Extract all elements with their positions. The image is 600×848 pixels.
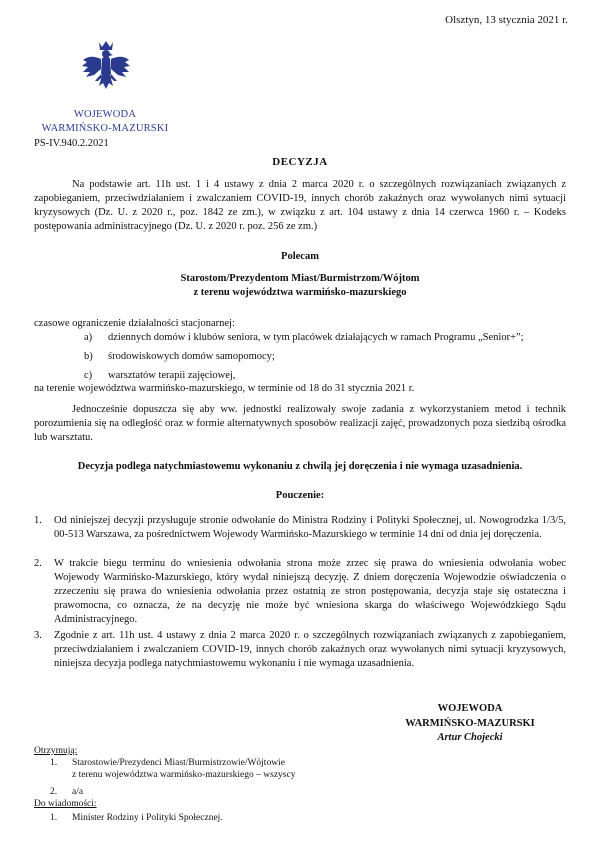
- instruction-title: Pouczenie:: [275, 490, 325, 501]
- restriction-mark: c): [84, 370, 93, 381]
- addressee-line-1: Starostom/Prezydentom Miast/Burmistrzom/Wójtom: [180, 273, 420, 284]
- authority-line-1: WOJEWODA: [73, 109, 137, 120]
- reference-number: PS-IV.940.2.2021: [34, 138, 109, 149]
- enforcement-statement: Decyzja podlega natychmiastowemu wykonaniu z chwilą jej doręczenia i nie wymaga uzasadnienia.: [77, 461, 523, 472]
- restriction-item: [84, 331, 564, 345]
- legal-basis-paragraph: Na podstawie art. 11h ust. 1 i 4 ustawy z dnia 2 marca 2020 r. o szczególnych rozwiązaniach związanych z zapobieganiem, przeciwdziałaniem i zwalczaniem COVID-19, innych chorób zakaźnych oraz wywołanych nimi sytuacji kryzysowych (Dz. U. z 2020 r., poz. 1842 ze zm.), w związku z art. 104 ustawy z dnia 14 czerwca 1960 r. – Kodeks postępowania administracyjnego (Dz. U. z 2020 r. poz. 256 ze zm.): [34, 179, 566, 232]
- signatory-name: Artur Chojecki: [437, 732, 503, 743]
- recipient-line-1: a/a: [72, 787, 84, 797]
- instruction-item: [34, 514, 566, 542]
- restriction-text: środowiskowych domów samopomocy;: [108, 351, 275, 362]
- signature-line-2: WARMIŃSKO-MAZURSKI: [405, 717, 535, 729]
- recipient-item: [50, 757, 410, 769]
- notification-item: [50, 812, 410, 824]
- document-title: DECYZJA: [272, 156, 328, 168]
- restriction-text: dziennych domów i klubów seniora, w tym placówek działających w ramach Programu „Senior+”;: [108, 332, 524, 343]
- restriction-mark: b): [84, 351, 93, 362]
- instruction-text: W trakcie biegu terminu do wniesienia odwołania strona może zrzec się prawa do wniesienia odwołania wobec Wojewody Warmińsko-Mazurskiego, który wydał niniejszą decyzję. Z dniem doręczenia Wojewodzie oświadczenia o zrzeczeniu się prawa do wniesienia odwołania przez ostatnią ze stron postępowania, decyzja staje się ostateczna i prawomocna, co oznacza, że na decyzję nie może być wniesiona skarga do właściwego Wojewódzkiego Sądu Administracyjnego.: [54, 558, 566, 625]
- signature-block: [370, 702, 570, 746]
- recipient-number: 2.: [50, 787, 58, 797]
- issuing-authority: [30, 108, 180, 136]
- restriction-item: [84, 350, 564, 364]
- restriction-text: warsztatów terapii zajęciowej,: [108, 370, 236, 381]
- recipients-heading: Otrzymują:: [34, 746, 78, 756]
- instruction-number: 3.: [34, 630, 42, 641]
- eagle-emblem-icon: [80, 38, 132, 100]
- restriction-item: [84, 369, 564, 383]
- notification-heading: Do wiadomości:: [34, 799, 97, 809]
- order-word: Polecam: [281, 251, 319, 262]
- instruction-number: 2.: [34, 558, 42, 569]
- recipient-item: [50, 786, 410, 798]
- restriction-mark: a): [84, 332, 93, 343]
- signature-line-1: WOJEWODA: [437, 703, 503, 714]
- instruction-item: [34, 629, 566, 671]
- notification-line-1: Minister Rodziny i Polityki Społecznej.: [72, 813, 223, 823]
- recipient-number: 1.: [50, 758, 58, 768]
- addressee-line-2: z terenu województwa warmińsko-mazurskiego: [193, 287, 407, 298]
- instruction-number: 1.: [34, 515, 42, 526]
- restriction-intro: czasowe ograniczenie działalności stacjonarnej:: [34, 318, 235, 329]
- instruction-text: Od niniejszej decyzji przysługuje stronie odwołanie do Ministra Rodziny i Polityki Społecznej, ul. Nowogrodzka 1/3/5, 00-513 Warszawa, za pośrednictwem Wojewody Warmińsko-Mazurskiego w terminie 14 dni od dnia jej doręczenia.: [54, 515, 566, 540]
- recipient-line-2: z terenu województwa warmińsko-mazurskiego – wszyscy: [72, 770, 296, 780]
- allowance-paragraph: Jednocześnie dopuszcza się aby ww. jednostki realizowały swoje zadania z wykorzystaniem metod i technik porozumienia się na odległość oraz w formie alternatywnych sposobów realizacji zajęć, prowadzonych poza siedzibą ośrodka lub warsztatu.: [34, 404, 566, 443]
- recipient-line-1: Starostowie/Prezydenci Miast/Burmistrzowie/Wójtowie: [72, 758, 285, 768]
- notification-number: 1.: [50, 813, 58, 823]
- territory-line: na terenie województwa warmińsko-mazurskiego, w terminie od 18 do 31 stycznia 2021 r.: [34, 383, 415, 394]
- place-date: Olsztyn, 13 stycznia 2021 r.: [445, 14, 568, 26]
- instruction-item: [34, 557, 566, 627]
- authority-line-2: WARMIŃSKO-MAZURSKI: [41, 123, 169, 134]
- instruction-text: Zgodnie z art. 11h ust. 4 ustawy z dnia 2 marca 2020 r. o szczególnych rozwiązaniach związanych z zapobieganiem, przeciwdziałaniem i zwalczaniem COVID-19, innych chorób zakaźnych oraz wywołanych nimi sytuacji kryzysowych, niniejsza decyzja podlega natychmiastowemu wykonaniu i nie wymaga uzasadnienia.: [54, 630, 566, 669]
